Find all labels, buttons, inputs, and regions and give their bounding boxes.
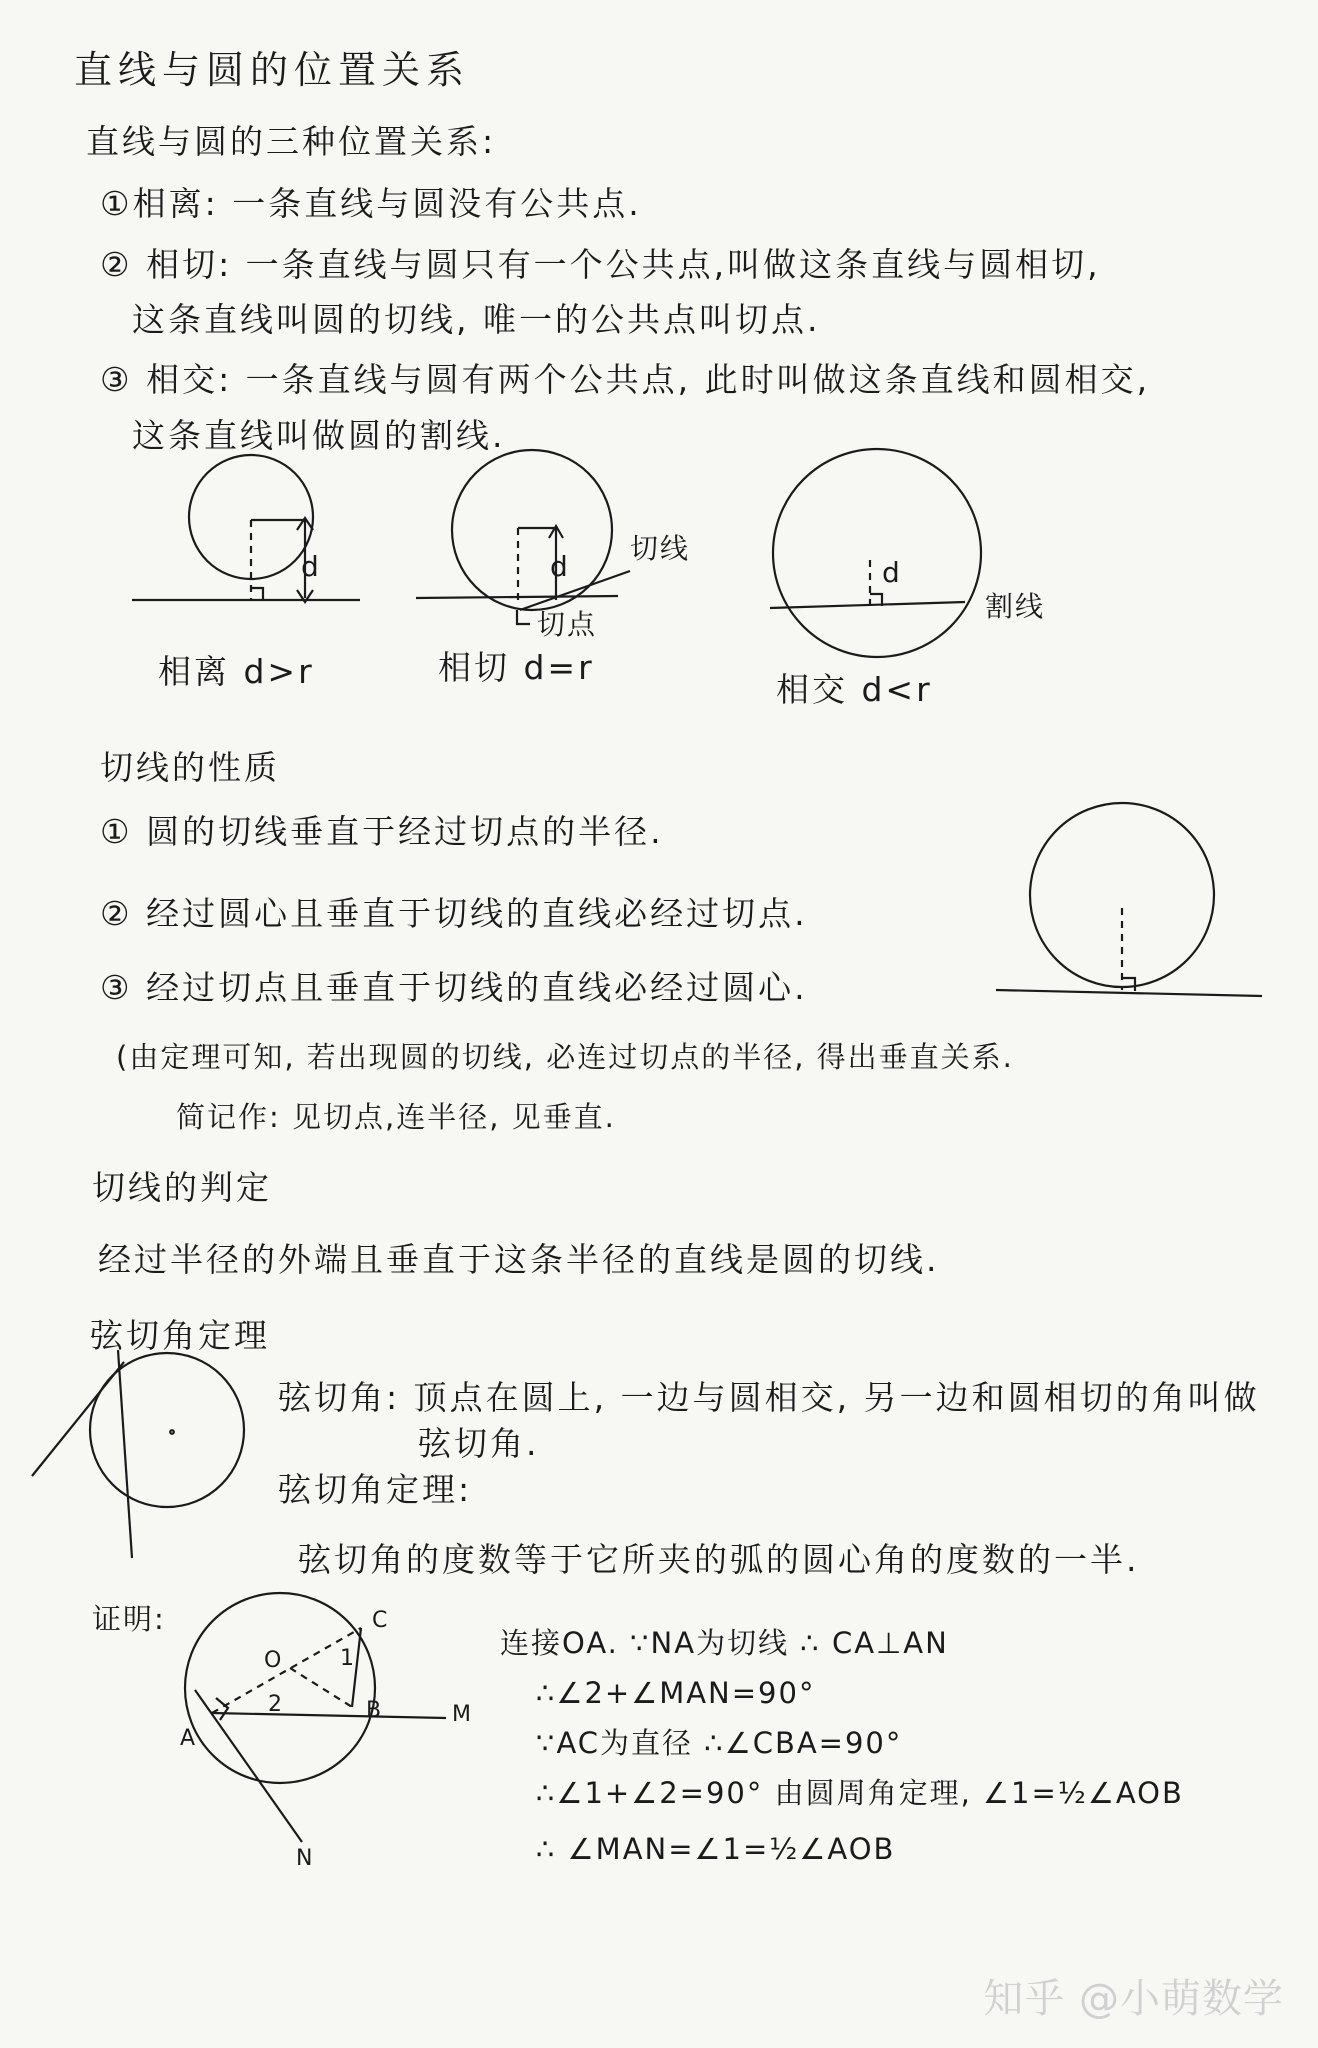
relation-separate-text: ①相离: 一条直线与圆没有公共点. bbox=[100, 184, 642, 223]
point-N-label: N bbox=[296, 1846, 314, 1871]
intersect-d-label: d bbox=[882, 556, 902, 589]
chord-tangent-def-1: 弦切角: 顶点在圆上, 一边与圆相交, 另一边和圆相切的角叫做 bbox=[278, 1378, 1260, 1417]
section-heading-tangent-properties: 切线的性质 bbox=[100, 748, 280, 787]
chord-tangent-theorem-text: 弦切角的度数等于它所夹的弧的圆心角的度数的一半. bbox=[298, 1540, 1140, 1579]
proof-step-3: ∵AC为直径 ∴∠CBA=90° bbox=[536, 1726, 903, 1760]
ray-AM bbox=[212, 1713, 446, 1718]
proof-label: 证明: bbox=[92, 1602, 166, 1636]
point-C-label: C bbox=[372, 1608, 389, 1633]
angle-1-label: 1 bbox=[340, 1646, 355, 1671]
proof-step-4: ∴∠1+∠2=90° 由圆周角定理, ∠1=½∠AOB bbox=[536, 1776, 1184, 1810]
tangent-property-3: ③ 经过切点且垂直于切线的直线必经过圆心. bbox=[100, 968, 808, 1007]
chord-tangent-def-2: 弦切角. bbox=[418, 1424, 540, 1463]
section-heading-three-relations: 直线与圆的三种位置关系: bbox=[86, 122, 497, 161]
proof-step-1: 连接OA. ∵NA为切线 ∴ CA⊥AN bbox=[500, 1626, 949, 1660]
section-heading-tangent-criterion: 切线的判定 bbox=[92, 1168, 272, 1207]
angle-2-label: 2 bbox=[268, 1692, 283, 1717]
tangent-memo: 简记作: 见切点,连半径, 见垂直. bbox=[176, 1100, 616, 1134]
tangent-property-1: ① 圆的切线垂直于经过切点的半径. bbox=[100, 812, 664, 851]
diameter-AC bbox=[212, 1628, 361, 1713]
proof-circle bbox=[185, 1593, 375, 1783]
point-M-label: M bbox=[452, 1702, 472, 1727]
intersect-caption: 相交 d<r bbox=[776, 670, 933, 709]
relation-tangent-text-1: ② 相切: 一条直线与圆只有一个公共点,叫做这条直线与圆相切, bbox=[100, 245, 1101, 284]
tangent-line-label: 切线 bbox=[630, 532, 691, 565]
tangent-criterion-text: 经过半径的外端且垂直于这条半径的直线是圆的切线. bbox=[98, 1240, 940, 1279]
secant-label: 割线 bbox=[985, 590, 1046, 623]
tangent-note: (由定理可知, 若出现圆的切线, 必连过切点的半径, 得出垂直关系. bbox=[116, 1040, 1014, 1074]
tangent-caption: 相切 d=r bbox=[438, 648, 595, 687]
tangent-point-label: 切点 bbox=[537, 608, 598, 641]
point-O-label: O bbox=[264, 1648, 283, 1673]
radius-OB bbox=[290, 1668, 352, 1707]
relation-tangent-text-2: 这条直线叫圆的切线, 唯一的公共点叫切点. bbox=[132, 300, 821, 339]
chord-tangent-theorem-heading: 弦切角定理: bbox=[278, 1470, 473, 1509]
section-heading-chord-tangent: 弦切角定理 bbox=[90, 1316, 270, 1355]
relation-intersect-text-1: ③ 相交: 一条直线与圆有两个公共点, 此时叫做这条直线和圆相交, bbox=[100, 360, 1151, 399]
proof-right-angle bbox=[216, 1698, 228, 1720]
page-title: 直线与圆的位置关系 bbox=[74, 48, 471, 92]
watermark: 知乎 @小萌数学 bbox=[983, 1976, 1284, 2022]
separate-d-label: d bbox=[301, 550, 321, 583]
separate-caption: 相离 d>r bbox=[158, 652, 315, 691]
tangent-d-label: d bbox=[550, 550, 570, 583]
relation-intersect-text-2: 这条直线叫做圆的割线. bbox=[132, 416, 506, 455]
point-B-label: B bbox=[366, 1698, 383, 1723]
proof-step-5: ∴ ∠MAN=∠1=½∠AOB bbox=[536, 1832, 896, 1866]
proof-step-2: ∴∠2+∠MAN=90° bbox=[536, 1676, 816, 1710]
tangent-property-2: ② 经过圆心且垂直于切线的直线必经过切点. bbox=[100, 894, 808, 933]
point-A-label: A bbox=[180, 1726, 197, 1751]
